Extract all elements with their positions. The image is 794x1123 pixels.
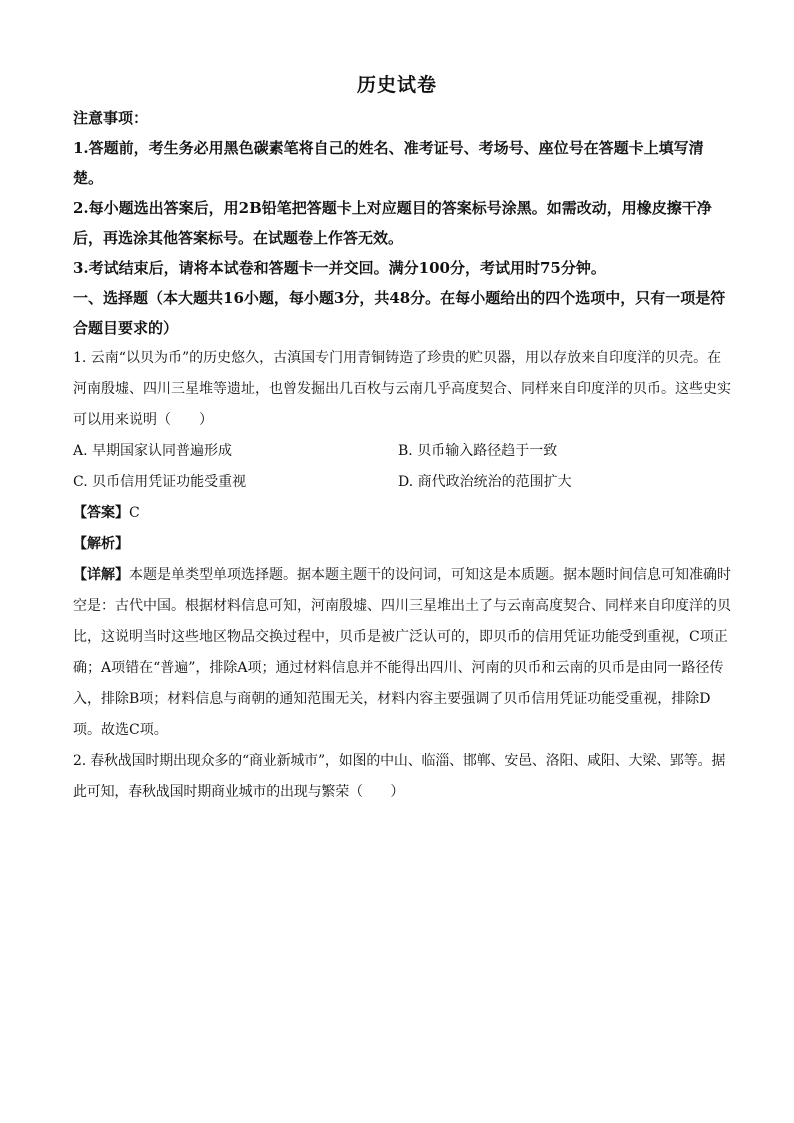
notice-item-2: 2.每小题选出答案后，用2B铅笔把答题卡上对应题目的答案标号涂黑。如需改动，用橡皮擦干净后，再选涂其他答案标号。在试题卷上作答无效。 <box>73 199 712 247</box>
page-title: 历史试卷 <box>356 74 437 96</box>
notice-item-3: 3.考试结束后，请将本试卷和答题卡一并交回。满分100分，考试用时75分钟。 <box>73 259 606 277</box>
detail-text: 本题是单类型单项选择题。据本题主题干的设问词，可知这是本质题。据本题时间信息可知准确时空是：古代中国。根据材料信息可知，河南殷墟、四川三星堆出土了与云南高度契合、同样来自印度洋的贝比，这说明当时这些地区物品交换过程中，贝币是被广泛认可的，即贝币的信用凭证功能受到重视，C项正确；A项错在“普遍”，排除A项；通过材料信息并不能得出四川、河南的贝币和云南的贝币是由同一路径传入，排除B项；材料信息与商朝的通知范围无关，材料内容主要强调了贝币信用凭证功能受重视，排除D项。故选C项。 <box>73 567 731 738</box>
section-heading: 一、选择题（本大题共16小题，每小题3分，共48分。在每小题给出的四个选项中，只有一项是符合题目要求的） <box>73 289 726 337</box>
question-2-stem: 2. 春秋战国时期出现众多的“商业新城市”，如图的中山、临淄、邯郸、安邑、洛阳、咸阳、大梁、郢等。据此可知，春秋战国时期商业城市的出现与繁荣（ ） <box>73 753 726 800</box>
detail-paragraph <box>73 560 733 746</box>
answer-tag: 【答案】 <box>73 505 129 521</box>
detail-tag: 【详解】 <box>73 567 129 583</box>
question-1-options <box>73 436 733 498</box>
option-c: C. 贝币信用凭证功能受重视 <box>73 474 247 490</box>
analysis-tag: 【解析】 <box>73 536 129 552</box>
answer-line <box>73 498 733 529</box>
question-1-stem: 1. 云南“以贝为币”的历史悠久，古滇国专门用青铜铸造了珍贵的贮贝器，用以存放来自印度洋的贝壳。在河南殷墟、四川三星堆等遗址，也曾发掘出几百枚与云南几乎高度契合、同样来自印度洋的贝币。这些史实可以用来说明（ ） <box>73 350 731 428</box>
answer-value: C <box>129 505 140 521</box>
option-a: A. 早期国家认同普遍形成 <box>73 443 233 459</box>
notice-heading: 注意事项： <box>73 109 149 127</box>
notice-item-1: 1.答题前，考生务必用黑色碳素笔将自己的姓名、准考证号、考场号、座位号在答题卡上填写清楚。 <box>73 139 704 187</box>
option-b: B. 贝币输入路径趋于一致 <box>398 443 558 459</box>
analysis-line <box>73 529 733 560</box>
exam-content <box>73 103 733 808</box>
option-d: D. 商代政治统治的范围扩大 <box>398 474 572 490</box>
